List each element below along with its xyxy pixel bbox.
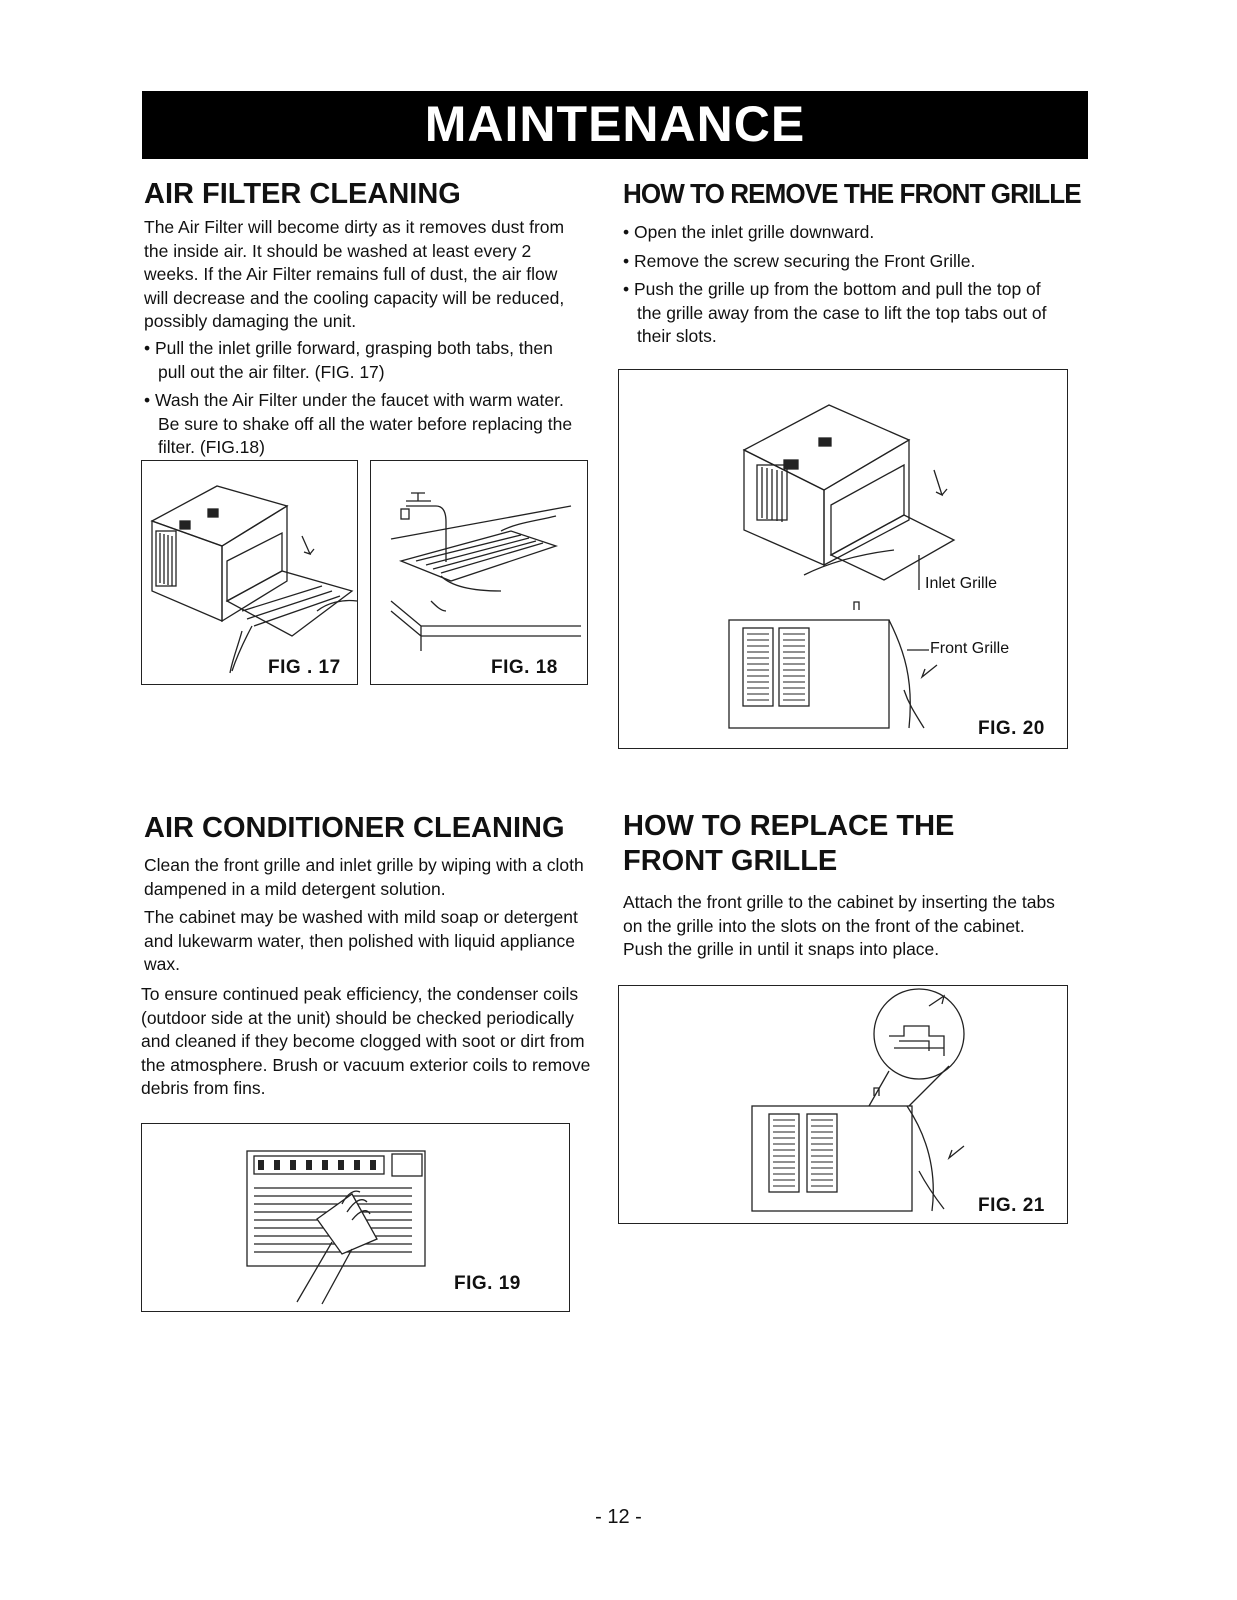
figure-20 [618,369,1068,749]
replace-grille-heading-line2: FRONT GRILLE [623,845,838,877]
figure-17 [141,460,358,685]
air-filter-bullet: • Wash the Air Filter under the faucet with warm water. Be sure to shake off all the water before replacing the filter. (FIG.18) [144,389,574,460]
figure-19 [141,1123,570,1312]
inlet-grille-callout: Inlet Grille [925,575,998,592]
ac-cleaning-para3: To ensure continued peak efficiency, the condenser coils (outdoor side at the unit) should be checked periodically and cleaned if they become clogged with soot or dirt from the atmosphere. Brush or vacuum exterior coils to remove debris from fins. [141,984,591,1098]
figure-21 [618,985,1068,1224]
remove-grille-bullet: • Push the grille up from the bottom and pull the top of the grille away from the case to lift the top tabs out of their slots. [623,278,1063,349]
fig18-illustration [371,461,589,686]
remove-grille-heading: HOW TO REMOVE THE FRONT GRILLE [623,178,1081,209]
air-filter-intro: The Air Filter will become dirty as it removes dust from the inside air. It should be washed at least every 2 weeks. If the Air Filter remains full of dust, the air flow will decrease and the cooling capacity will be reduced, possibly damaging the unit. [144,217,565,331]
page-title-banner: MAINTENANCE [142,91,1088,159]
remove-grille-bullets [623,221,1063,354]
air-filter-heading: AIR FILTER CLEANING [144,178,461,210]
front-grille-callout: Front Grille [930,640,1010,657]
fig20-label: FIG. 20 [978,718,1045,739]
figure-18 [370,460,588,685]
replace-grille-heading-line1: HOW TO REPLACE THE [623,810,955,842]
fig21-illustration [619,986,1069,1225]
remove-grille-bullet: • Open the inlet grille downward. [623,221,1063,245]
ac-cleaning-heading: AIR CONDITIONER CLEANING [144,812,565,844]
ac-cleaning-para2: The cabinet may be washed with mild soap or detergent and lukewarm water, then polished with liquid appliance wax. [144,907,578,974]
fig18-label: FIG. 18 [491,657,558,678]
fig19-label: FIG. 19 [454,1273,521,1294]
fig21-label: FIG. 21 [978,1195,1045,1216]
air-filter-bullet: • Pull the inlet grille forward, grasping both tabs, then pull out the air filter. (FIG. 17) [144,337,574,384]
replace-grille-para: Attach the front grille to the cabinet by inserting the tabs on the grille into the slots on the front of the cabinet. Push the grille in until it snaps into place. [623,892,1055,959]
air-filter-bullets [144,337,574,465]
ac-cleaning-para1: Clean the front grille and inlet grille by wiping with a cloth dampened in a mild detergent solution. [144,855,584,899]
fig17-label: FIG . 17 [268,657,341,678]
page-number: - 12 - [595,1506,642,1528]
fig17-illustration [142,461,359,686]
fig20-illustration [619,370,1069,750]
remove-grille-bullet: • Remove the screw securing the Front Grille. [623,250,1063,274]
